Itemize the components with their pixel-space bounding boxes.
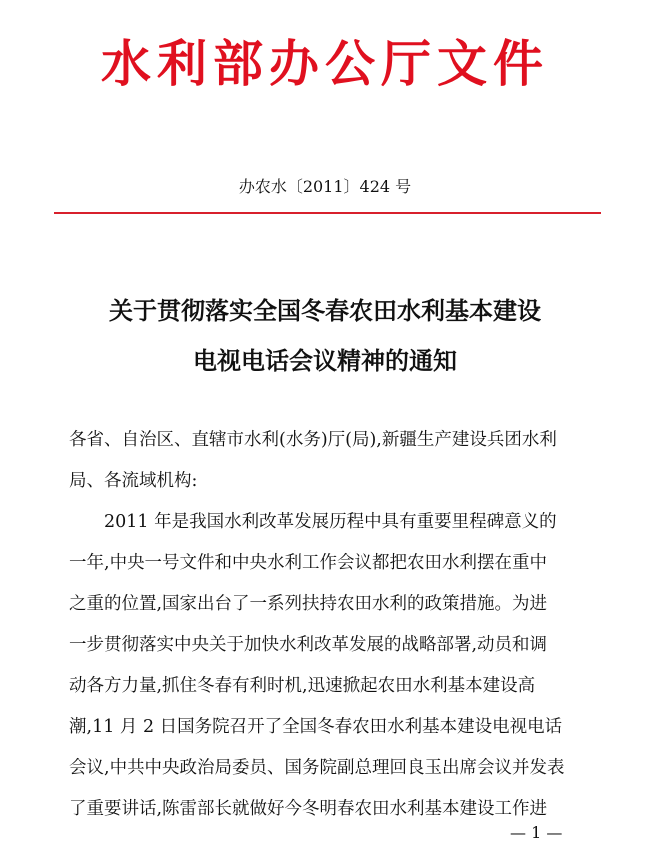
body-text-line: 了重要讲话,陈雷部长就做好今冬明春农田水利基本建设工作进 — [69, 799, 548, 819]
masthead-title: 水利部办公厅文件 — [101, 35, 549, 93]
body-text-line: 一年,中央一号文件和中央水利工作会议都把农田水利摆在重中 — [69, 553, 548, 573]
body-text-line: 会议,中共中央政治局委员、国务院副总理回良玉出席会议并发表 — [69, 758, 565, 778]
body-text-line: 潮,11 月 2 日国务院召开了全国冬春农田水利基本建设电视电话 — [69, 717, 563, 737]
page-number: — 1 — — [510, 823, 563, 842]
body-text-line: 之重的位置,国家出台了一系列扶持农田水利的政策措施。为进 — [69, 594, 548, 614]
red-divider-rule — [54, 212, 601, 214]
addressee-line-1: 各省、自治区、直辖市水利(水务)厅(局),新疆生产建设兵团水利 — [69, 430, 557, 450]
addressee-line-2: 局、各流域机构: — [69, 471, 198, 491]
notice-title-line-1: 关于贯彻落实全国冬春农田水利基本建设 — [109, 297, 541, 325]
document-number: 办农水〔2011〕424 号 — [238, 177, 412, 196]
body-text-line: 一步贯彻落实中央关于加快水利改革发展的战略部署,动员和调 — [69, 635, 548, 655]
body-text-line: 动各方力量,抓住冬春有利时机,迅速掀起农田水利基本建设高 — [69, 676, 536, 696]
body-text-line: 2011 年是我国水利改革发展历程中具有重要里程碑意义的 — [69, 512, 557, 532]
notice-title-line-2: 电视电话会议精神的通知 — [193, 347, 457, 375]
